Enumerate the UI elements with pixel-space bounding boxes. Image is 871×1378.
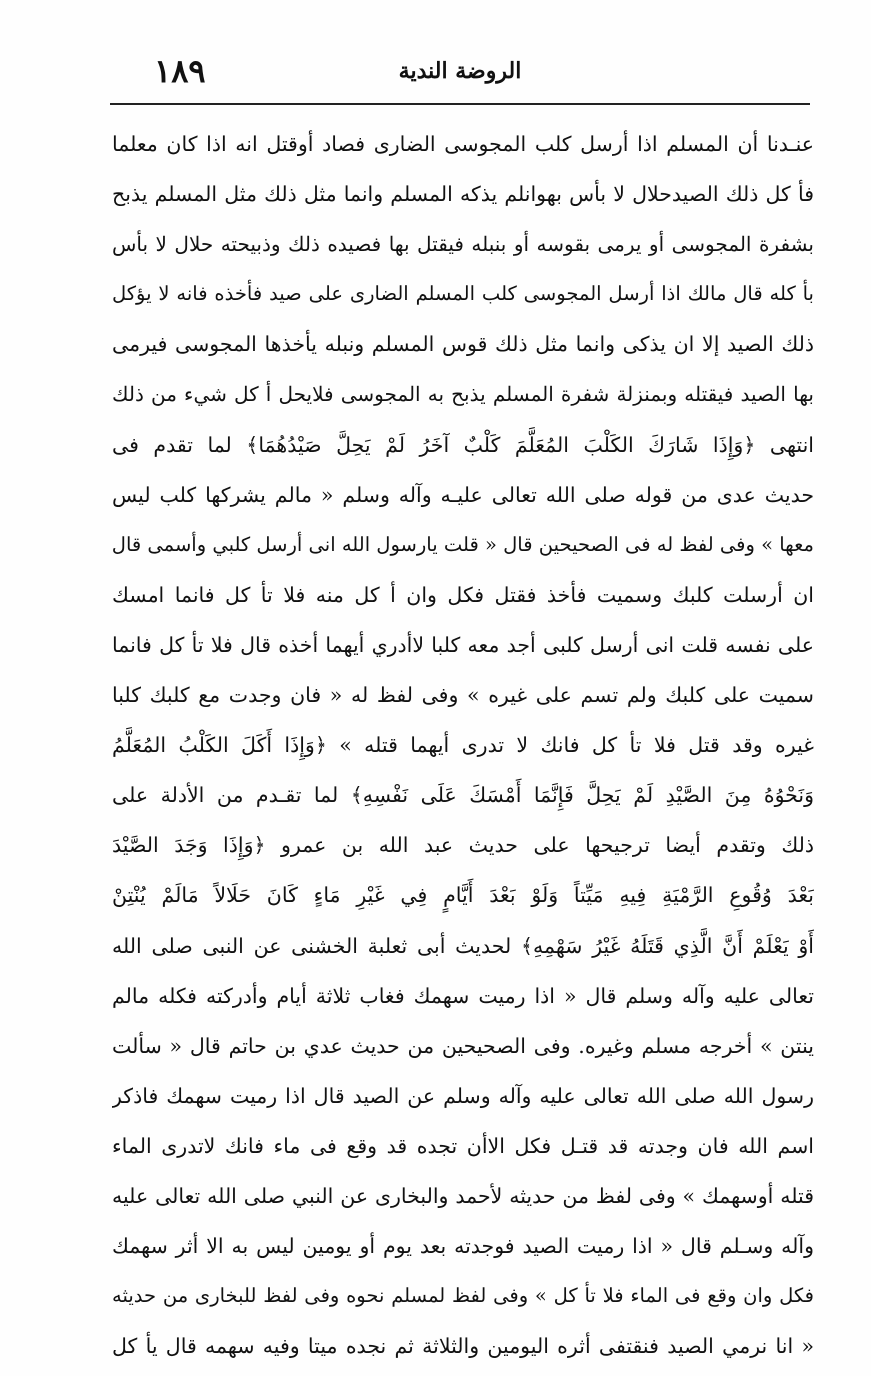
text-line: سميت على كلبك ولم تسم على غيره » وفى لفظ له « فان وجدت مع كلبك كلبا — [112, 683, 814, 708]
header-rule — [110, 103, 810, 105]
text-line: رسول الله صلى الله تعالى عليه وآله وسلم عن الصيد قال اذا رميت سهمك فاذكر — [112, 1083, 814, 1108]
text-line: حديث عدى من قوله صلى الله تعالى عليـه وآله وسلم « مالم يشركها كلب ليس — [112, 482, 814, 507]
text-line: بشفرة المجوسى أو يرمى بقوسه أو بنبله فيقتل بها فصيده ذلك وذبيحته حلال لا بأس — [112, 232, 814, 257]
text-line: معها » وفى لفظ له فى الصحيحين قال « قلت يارسول الله انى أرسل كلبي وأسمى قال — [112, 532, 814, 556]
text-line: تعالى عليه وآله وسلم قال « اذا رميت سهمك فغاب ثلاثة أيام وأدركته فكله مالم — [112, 983, 814, 1008]
text-line: على نفسه قلت انى أرسل كلبى أجد معه كلبا لاأدري أيهما أخذه قال فلا تأ كل فانما — [112, 632, 814, 657]
running-title: الروضة الندية — [398, 58, 522, 84]
text-line: اسم الله فان وجدته قد قتـل فكل الاأن تجده قد وقع فى ماء فانك لاتدرى الماء — [112, 1133, 814, 1158]
text-line: ذلك الصيد إلا ان يذكى وانما مثل ذلك قوس المسلم ونبله يأخذها المجوسى فيرمى — [112, 332, 814, 357]
text-line: « انا نرمي الصيد فنقتفى أثره اليومين والثلاثة ثم نجده ميتا وفيه سهمه قال يأ كل — [112, 1334, 814, 1359]
text-line: انتهى ﴿وَإِذَا شَارَكَ الكَلْبَ المُعَلَّمَ كَلْبٌ آخَرُ لَمْ يَحِلَّ صَيْدُهُمَا﴾ لما تقدم فى — [112, 432, 814, 457]
text-line: قتله أوسهمك » وفى لفظ من حديثه لأحمد والبخارى عن النبي صلى الله تعالى عليه — [112, 1183, 814, 1208]
text-line: بها الصيد فيقتله وبمنزلة شفرة المسلم يذبح به المجوسى فلايحل أ كل شيء من ذلك — [112, 382, 814, 407]
main-text — [112, 126, 814, 1378]
text-line: غيره وقد قتل فلا تأ كل فانك لا تدرى أيهما قتله » ﴿وَإِذَا أَكَلَ الكَلْبُ المُعَلَّمُ — [112, 733, 814, 758]
text-line: ذلك وتقدم أيضا ترجيحها على حديث عبد الله بن عمرو ﴿وَإِذَا وَجَدَ الصَّيْدَ — [112, 833, 814, 858]
text-line: بَعْدَ وُقُوعِ الرَّمْيَةِ فِيهِ مَيِّتاً وَلَوْ بَعْدَ أَيَّامٍ فِي غَيْرِ مَاءٍ كَانَ حَلَالاً مَالَمْ يُنْتِنْ — [112, 883, 814, 908]
text-line: عنـدنا أن المسلم اذا أرسل كلب المجوسى الضارى فصاد أوقتل انه اذا كان معلما — [112, 132, 814, 156]
text-line: وَنَحْوُهُ مِنَ الصَّيْدِ لَمْ يَحِلَّ فَإِنَّمَا أَمْسَكَ عَلَى نَفْسِهِ﴾ لما تقـدم من الأدلة على — [112, 783, 814, 808]
page-header — [110, 48, 810, 100]
text-line: وآله وسـلم قال « اذا رميت الصيد فوجدته بعد يوم أو يومين ليس به الا أثر سهمك — [112, 1234, 814, 1259]
page-number: ١٨٩ — [154, 52, 206, 90]
text-line: ان أرسلت كلبك وسميت فأخذ فقتل فكل وان أ كل منه فلا تأ كل فانما امسك — [112, 582, 814, 607]
text-line: فأ كل ذلك الصيدحلال لا بأس بهوانلم يذكه المسلم وانما مثل ذلك مثل المسلم يذبح — [112, 182, 814, 207]
text-line: أَوْ يَعْلَمْ أَنَّ الَّذِي قَتَلَهُ غَيْرُ سَهْمِهِ﴾ لحديث أبى ثعلبة الخشنى عن النبى صلى الله — [112, 933, 814, 958]
text-line: بأ كله قال مالك اذا أرسل المجوسى كلب المسلم الضارى على صيد فأخذه فانه لا يؤكل — [112, 282, 814, 306]
text-line: ينتن » أخرجه مسلم وغيره. وفى الصحيحين من حديث عدي بن حاتم قال « سألت — [112, 1033, 814, 1058]
text-line: فكل وان وقع فى الماء فلا تأ كل » وفى لفظ لمسلم نحوه وفى لفظ للبخارى من حديثه — [112, 1284, 814, 1308]
